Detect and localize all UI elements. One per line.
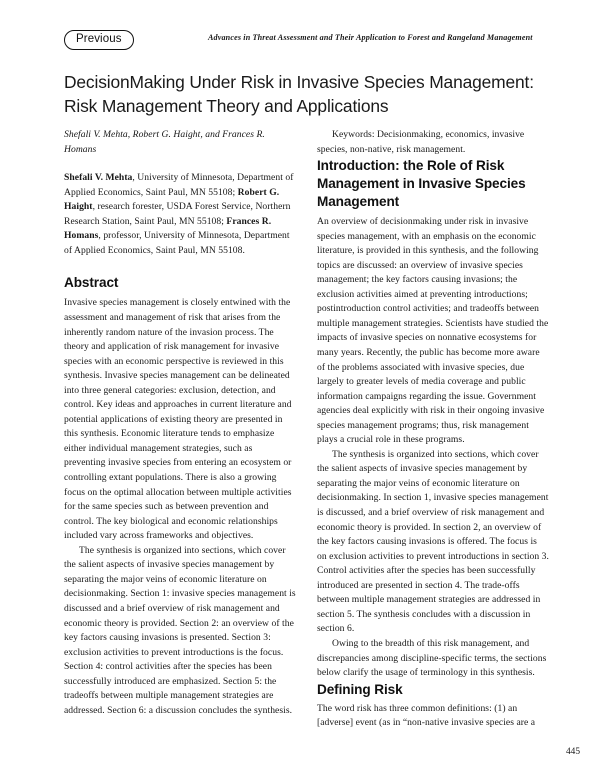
previous-button[interactable]: Previous bbox=[64, 30, 134, 50]
page-header bbox=[0, 30, 600, 52]
abstract-paragraph-1: Invasive species management is closely entwined with the assessment and management of risk that arises from the inherently random nature of the invasion process. The theory and application of risk management for invasive species with an economic perspective is reviewed in this synthesis. Invasive species management can be delineated into three general categories: exclusion, detection, and control. Key ideas and approaches in current literature and potential applications of existing theory are presented in this synthesis. Economic literature tends to emphasize either individual management strategies, such as preventing invasive species from entering an ecosystem or controlling extant populations. There is also a growing focus on the optimal allocation between multiple activities for the same species such as between prevention and control. The key biological and economic relationships included vary across frameworks and objectives. bbox=[64, 297, 292, 542]
affiliation-detail-1: , University of Minnesota, Department of Applied Economics, Saint Paul, MN 55108; bbox=[64, 172, 294, 198]
affiliation-author-2: Robert G. Haight bbox=[64, 186, 280, 213]
left-column bbox=[64, 128, 296, 718]
author-line: Shefali V. Mehta, Robert G. Haight, and Frances R. Homans bbox=[64, 129, 265, 155]
right-column bbox=[317, 128, 549, 731]
abstract-paragraph-2: The synthesis is organized into sections, which cover the salient aspects of invasive species management by separating the major veins of economic literature on decisionmaking. Section 1: invasive species management is discussed and a brief overview of risk management and economic theory is provided. Section 2: an overview of the key factors causing invasions is presented. Section 3: exclusion activities to prevent introductions is the focus. Section 4: control activities after the species has been successfully introduced are emphasized. Section 5: the tradeoffs between multiple management strategies are addressed. Section 6: a discussion concludes the synthesis. bbox=[64, 544, 296, 716]
defining-risk-heading: Defining Risk bbox=[317, 681, 403, 697]
affiliation-detail-3: , professor, University of Minnesota, Department of Applied Economics, Saint Paul, MN 55108. bbox=[64, 230, 290, 256]
affiliation-author-1: Shefali V. Mehta bbox=[64, 172, 133, 184]
keywords-line: Keywords: Decisionmaking, economics, invasive species, non-native, risk management. bbox=[317, 129, 525, 155]
introduction-paragraph-1: An overview of decisionmaking under risk in invasive species management, with an emphasis on the economic literature, is provided in this synthesis, and the following topics are discussed: an overview of invasive species management; the key factors causing invasions; the exclusion activities aimed at preventing introductions; postintroduction control activities; and tradeoffs between multiple management strategies. Scientists have studied the impacts of invasive species on nonnative ecosystems for many years. Recently, the public has become more aware of the problems associated with invasive species, due largely to greater levels of media coverage and public information campaigns regarding the issue. Government agencies deal explicitly with risk in their ongoing invasive species management programs; thus, risk management plays a crucial role in these programs. bbox=[317, 216, 549, 446]
introduction-paragraph-2: The synthesis is organized into sections, which cover the salient aspects of invasive species management by separating the major veins of economic literature on decisionmaking. In section 1, invasive species management is discussed, and a brief overview of risk management and economic theory is provided. In section 2, an overview of the key factors causing invasions is offered. The focus is on exclusion activities to prevent introductions in section 3. Control activities after the species has been successfully introduced are presented in section 4. The trade-offs between multiple management strategies are addressed in section 5. The synthesis concludes with a discussion in section 6. bbox=[317, 448, 549, 635]
defining-risk-paragraph-1: The word risk has three common definitions: (1) an [adverse] event (as in “non-native invasive species are a bbox=[317, 702, 536, 729]
affiliation-block bbox=[64, 171, 296, 258]
introduction-paragraph-3: Owing to the breadth of this risk management, and discrepancies among discipline-specific terms, the sections below clarify the usage of terminology in this synthesis. bbox=[317, 637, 547, 679]
abstract-heading: Abstract bbox=[64, 275, 119, 291]
page-title: DecisionMaking Under Risk in Invasive Species Management: Risk Management Theory and Applications bbox=[64, 72, 534, 116]
affiliation-detail-2: , research forester, USDA Forest Service, Northern Research Station, Saint Paul, MN 55108; bbox=[64, 201, 291, 227]
affiliation-author-3: Frances R. Homans bbox=[64, 215, 272, 242]
page-number: 445 bbox=[565, 747, 580, 757]
running-head: Advances in Threat Assessment and Their Application to Forest and Rangeland Management bbox=[208, 33, 533, 42]
introduction-heading: Introduction: the Role of Risk Management in Invasive Species Management bbox=[317, 158, 526, 210]
